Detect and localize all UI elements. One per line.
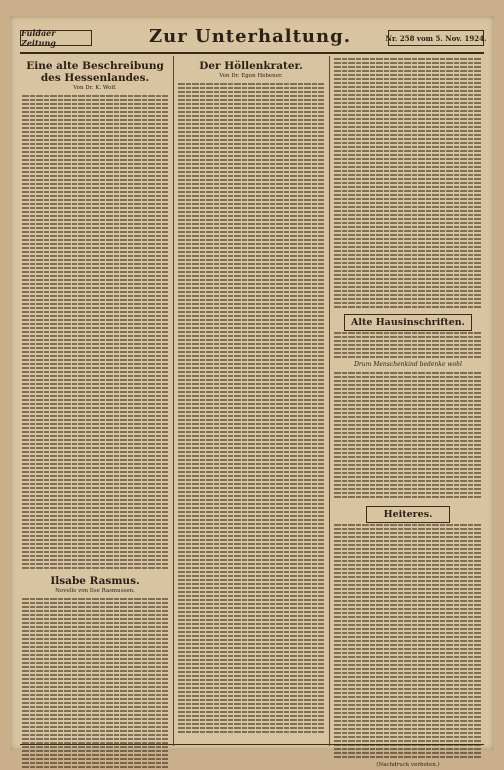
paper-name-box: Fuldaer Zeitung	[20, 30, 92, 46]
footer-note: (Nachdruck verboten.)	[376, 762, 440, 768]
article-body	[334, 58, 482, 308]
article-body	[334, 524, 482, 760]
article-headline-box: Heiteres.	[366, 506, 450, 523]
column-2	[178, 58, 324, 746]
issue-box: Nr. 258 vom 5. Nov. 1924.	[388, 30, 484, 46]
article-byline: Novelle von Ilse Rasmussen.	[55, 588, 135, 594]
article-byline: Von Dr. Egon Hebener.	[219, 73, 283, 79]
article-headline: Eine alte Beschreibung des Hessenlandes.	[26, 60, 164, 84]
masthead	[20, 26, 487, 50]
article-body	[334, 372, 482, 500]
column-3	[334, 58, 482, 768]
article-body	[334, 332, 482, 358]
section-title: Zur Unterhaltung.	[149, 26, 351, 47]
article-headline-box: Alte Hausinschriften.	[344, 314, 472, 331]
article-body	[22, 95, 168, 569]
article-body	[22, 598, 168, 770]
column-rule-1	[173, 56, 174, 746]
column-1	[22, 58, 168, 746]
article-headline: Ilsabe Rasmus.	[50, 575, 140, 587]
verse-line: Drum Menschenkind bedenke wohl	[354, 361, 462, 368]
top-rule	[20, 52, 484, 54]
column-rule-2	[329, 56, 330, 746]
article-headline: Der Höllenkrater.	[199, 60, 303, 72]
article-byline: Von Dr. K. Wolf.	[73, 85, 117, 91]
article-body	[178, 83, 324, 733]
